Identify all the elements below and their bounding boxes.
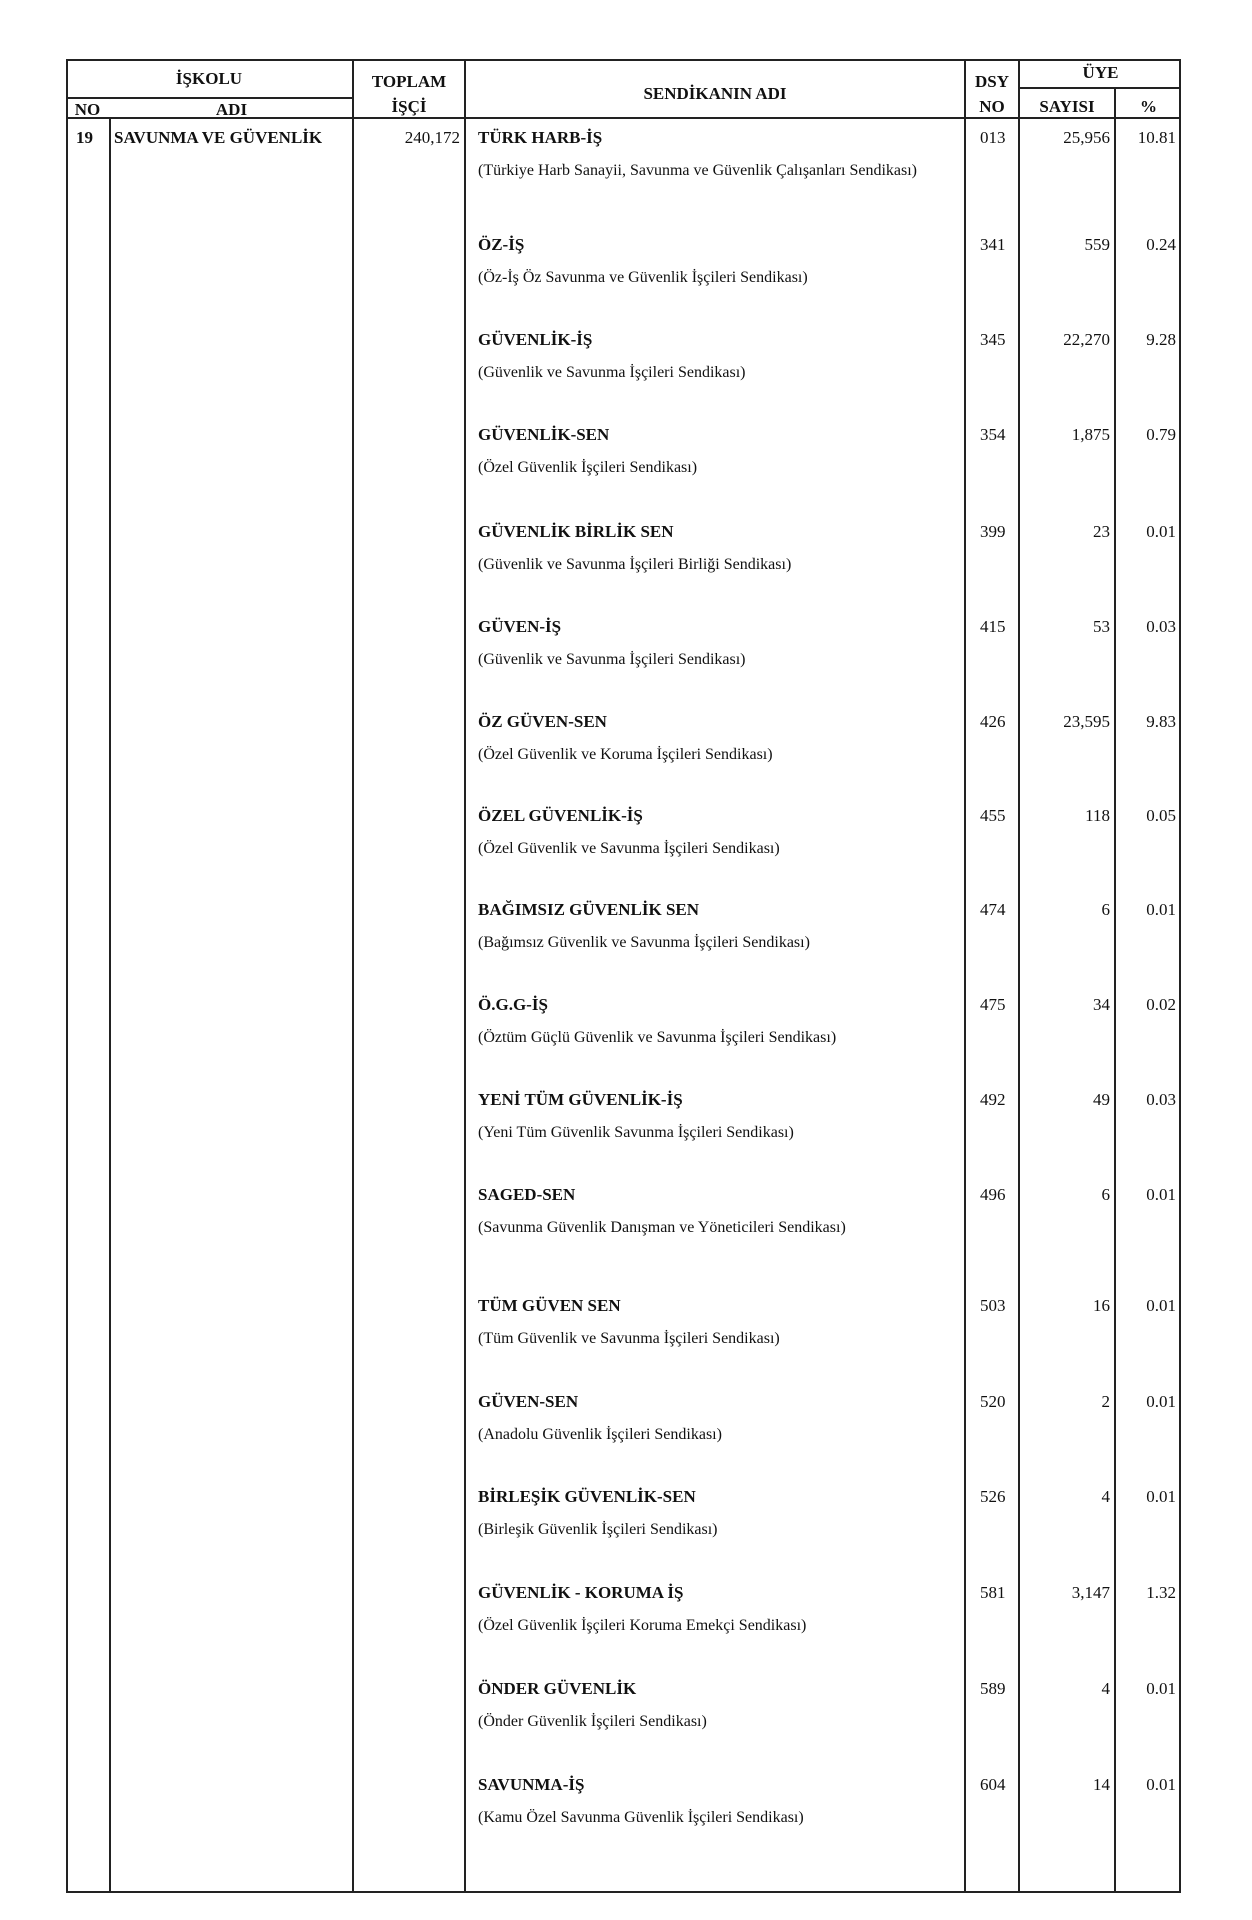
header-toplam-line2: İŞÇİ <box>391 97 427 116</box>
union-abbr: ÖZ-İŞ <box>478 235 525 254</box>
header-sendikanin-adi: SENDİKANIN ADI <box>643 84 787 103</box>
union-member-count: 3,147 <box>1071 1583 1110 1602</box>
union-member-percent: 9.28 <box>1146 330 1176 349</box>
union-full-name: (Bağımsız Güvenlik ve Savunma İşçileri Sendikası) <box>478 934 810 951</box>
union-member-percent: 0.79 <box>1146 425 1176 444</box>
union-full-name: (Önder Güvenlik İşçileri Sendikası) <box>478 1713 707 1730</box>
union-dsy-no: 354 <box>980 425 1006 444</box>
union-full-name: (Özel Güvenlik İşçileri Sendikası) <box>478 459 698 476</box>
union-abbr: SAGED-SEN <box>478 1185 576 1204</box>
sector-total-workers: 240,172 <box>404 128 460 147</box>
union-abbr: BİRLEŞİK GÜVENLİK-SEN <box>478 1487 696 1506</box>
union-member-percent: 0.01 <box>1146 1679 1176 1698</box>
union-member-percent: 0.01 <box>1146 900 1176 919</box>
header-dsy-line1: DSY <box>974 72 1009 91</box>
union-full-name: (Tüm Güvenlik ve Savunma İşçileri Sendikası) <box>478 1330 780 1347</box>
union-member-percent: 0.01 <box>1146 1185 1176 1204</box>
union-abbr: ÖZEL GÜVENLİK-İŞ <box>478 806 643 825</box>
union-row <box>0 128 1252 218</box>
union-abbr: GÜVENLİK-SEN <box>478 425 610 444</box>
union-member-percent: 0.05 <box>1146 806 1176 825</box>
union-abbr: GÜVENLİK BİRLİK SEN <box>478 522 674 541</box>
union-member-percent: 0.02 <box>1146 995 1176 1014</box>
header-adi: ADI <box>215 100 248 119</box>
union-row <box>0 1296 1252 1386</box>
union-member-percent: 0.03 <box>1146 617 1176 636</box>
union-dsy-no: 474 <box>980 900 1006 919</box>
union-row <box>0 1487 1252 1577</box>
union-full-name: (Güvenlik ve Savunma İşçileri Birliği Sendikası) <box>478 556 792 573</box>
header-iskolu: İŞKOLU <box>175 69 243 88</box>
union-member-count: 1,875 <box>1071 425 1110 444</box>
union-member-count: 4 <box>1101 1679 1110 1698</box>
union-full-name: (Birleşik Güvenlik İşçileri Sendikası) <box>478 1521 718 1538</box>
union-row <box>0 900 1252 990</box>
union-dsy-no: 013 <box>980 128 1006 147</box>
union-member-count: 6 <box>1101 900 1110 919</box>
union-row <box>0 1679 1252 1769</box>
union-member-count: 22,270 <box>1063 330 1110 349</box>
union-member-count: 23,595 <box>1063 712 1110 731</box>
union-member-count: 53 <box>1093 617 1110 636</box>
union-abbr: BAĞIMSIZ GÜVENLİK SEN <box>478 900 700 919</box>
union-dsy-no: 581 <box>980 1583 1006 1602</box>
union-abbr: SAVUNMA-İŞ <box>478 1775 585 1794</box>
union-row <box>0 712 1252 802</box>
union-dsy-no: 455 <box>980 806 1006 825</box>
union-full-name: (Güvenlik ve Savunma İşçileri Sendikası) <box>478 364 746 381</box>
union-dsy-no: 426 <box>980 712 1006 731</box>
union-full-name: (Özel Güvenlik ve Savunma İşçileri Sendikası) <box>478 840 780 857</box>
union-row <box>0 806 1252 896</box>
union-dsy-no: 526 <box>980 1487 1006 1506</box>
union-full-name: (Güvenlik ve Savunma İşçileri Sendikası) <box>478 651 746 668</box>
union-row <box>0 1775 1252 1865</box>
header-toplam-line1: TOPLAM <box>371 72 447 91</box>
union-member-percent: 0.24 <box>1146 235 1176 254</box>
union-member-percent: 0.01 <box>1146 1775 1176 1794</box>
union-dsy-no: 415 <box>980 617 1006 636</box>
union-full-name: (Öz-İş Öz Savunma ve Güvenlik İşçileri Sendikası) <box>478 269 808 286</box>
union-row <box>0 1392 1252 1482</box>
union-member-percent: 0.01 <box>1146 1392 1176 1411</box>
union-dsy-no: 589 <box>980 1679 1006 1698</box>
union-row <box>0 617 1252 707</box>
union-abbr: TÜM GÜVEN SEN <box>478 1296 621 1315</box>
union-member-percent: 0.01 <box>1146 1296 1176 1315</box>
union-row <box>0 1185 1252 1275</box>
union-row <box>0 425 1252 515</box>
sector-no: 19 <box>76 128 93 147</box>
union-member-count: 25,956 <box>1063 128 1110 147</box>
union-dsy-no: 475 <box>980 995 1006 1014</box>
union-dsy-no: 345 <box>980 330 1006 349</box>
union-dsy-no: 604 <box>980 1775 1006 1794</box>
union-abbr: Ö.G.G-İŞ <box>478 995 548 1014</box>
sector-name: SAVUNMA VE GÜVENLİK <box>114 128 323 147</box>
union-member-count: 14 <box>1093 1775 1110 1794</box>
union-abbr: GÜVENLİK-İŞ <box>478 330 593 349</box>
header-percent: % <box>1140 97 1157 116</box>
union-row <box>0 330 1252 420</box>
union-row <box>0 995 1252 1085</box>
union-full-name: (Öztüm Güçlü Güvenlik ve Savunma İşçileri Sendikası) <box>478 1029 837 1046</box>
header-subrule-uye <box>1018 87 1181 89</box>
union-member-percent: 10.81 <box>1137 128 1176 147</box>
union-dsy-no: 496 <box>980 1185 1006 1204</box>
union-member-count: 6 <box>1101 1185 1110 1204</box>
union-full-name: (Kamu Özel Savunma Güvenlik İşçileri Sendikası) <box>478 1809 804 1826</box>
union-member-count: 16 <box>1093 1296 1110 1315</box>
union-member-count: 49 <box>1093 1090 1110 1109</box>
union-dsy-no: 503 <box>980 1296 1006 1315</box>
union-member-count: 559 <box>1084 235 1110 254</box>
header-uye: ÜYE <box>1082 63 1119 82</box>
union-abbr: YENİ TÜM GÜVENLİK-İŞ <box>478 1090 683 1109</box>
union-abbr: TÜRK HARB-İŞ <box>478 128 603 147</box>
header-subrule-iskolu <box>66 97 352 99</box>
union-full-name: (Türkiye Harb Sanayii, Savunma ve Güvenlik Çalışanları Sendikası) <box>478 162 918 179</box>
union-member-percent: 1.32 <box>1146 1583 1176 1602</box>
union-row <box>0 1090 1252 1180</box>
union-dsy-no: 492 <box>980 1090 1006 1109</box>
union-dsy-no: 341 <box>980 235 1006 254</box>
union-abbr: GÜVEN-SEN <box>478 1392 579 1411</box>
header-sayisi: SAYISI <box>1039 97 1095 116</box>
union-member-count: 2 <box>1101 1392 1110 1411</box>
union-abbr: ÖNDER GÜVENLİK <box>478 1679 637 1698</box>
union-full-name: (Özel Güvenlik ve Koruma İşçileri Sendikası) <box>478 746 773 763</box>
union-member-count: 118 <box>1085 806 1110 825</box>
union-abbr: GÜVEN-İŞ <box>478 617 562 636</box>
union-dsy-no: 399 <box>980 522 1006 541</box>
union-abbr: GÜVENLİK - KORUMA İŞ <box>478 1583 684 1602</box>
union-member-count: 34 <box>1093 995 1110 1014</box>
union-member-count: 4 <box>1101 1487 1110 1506</box>
union-full-name: (Özel Güvenlik İşçileri Koruma Emekçi Sendikası) <box>478 1617 807 1634</box>
union-member-percent: 9.83 <box>1146 712 1176 731</box>
union-row <box>0 522 1252 612</box>
union-member-percent: 0.01 <box>1146 522 1176 541</box>
union-member-percent: 0.03 <box>1146 1090 1176 1109</box>
union-full-name: (Anadolu Güvenlik İşçileri Sendikası) <box>478 1426 722 1443</box>
union-row <box>0 1583 1252 1673</box>
union-abbr: ÖZ GÜVEN-SEN <box>478 712 607 731</box>
union-dsy-no: 520 <box>980 1392 1006 1411</box>
union-full-name: (Yeni Tüm Güvenlik Savunma İşçileri Sendikası) <box>478 1124 794 1141</box>
header-no: NO <box>74 100 101 119</box>
union-full-name: (Savunma Güvenlik Danışman ve Yöneticileri Sendikası) <box>478 1219 846 1236</box>
header-dsy-line2: NO <box>979 97 1005 116</box>
union-row <box>0 235 1252 325</box>
union-member-count: 23 <box>1093 522 1110 541</box>
union-member-percent: 0.01 <box>1146 1487 1176 1506</box>
